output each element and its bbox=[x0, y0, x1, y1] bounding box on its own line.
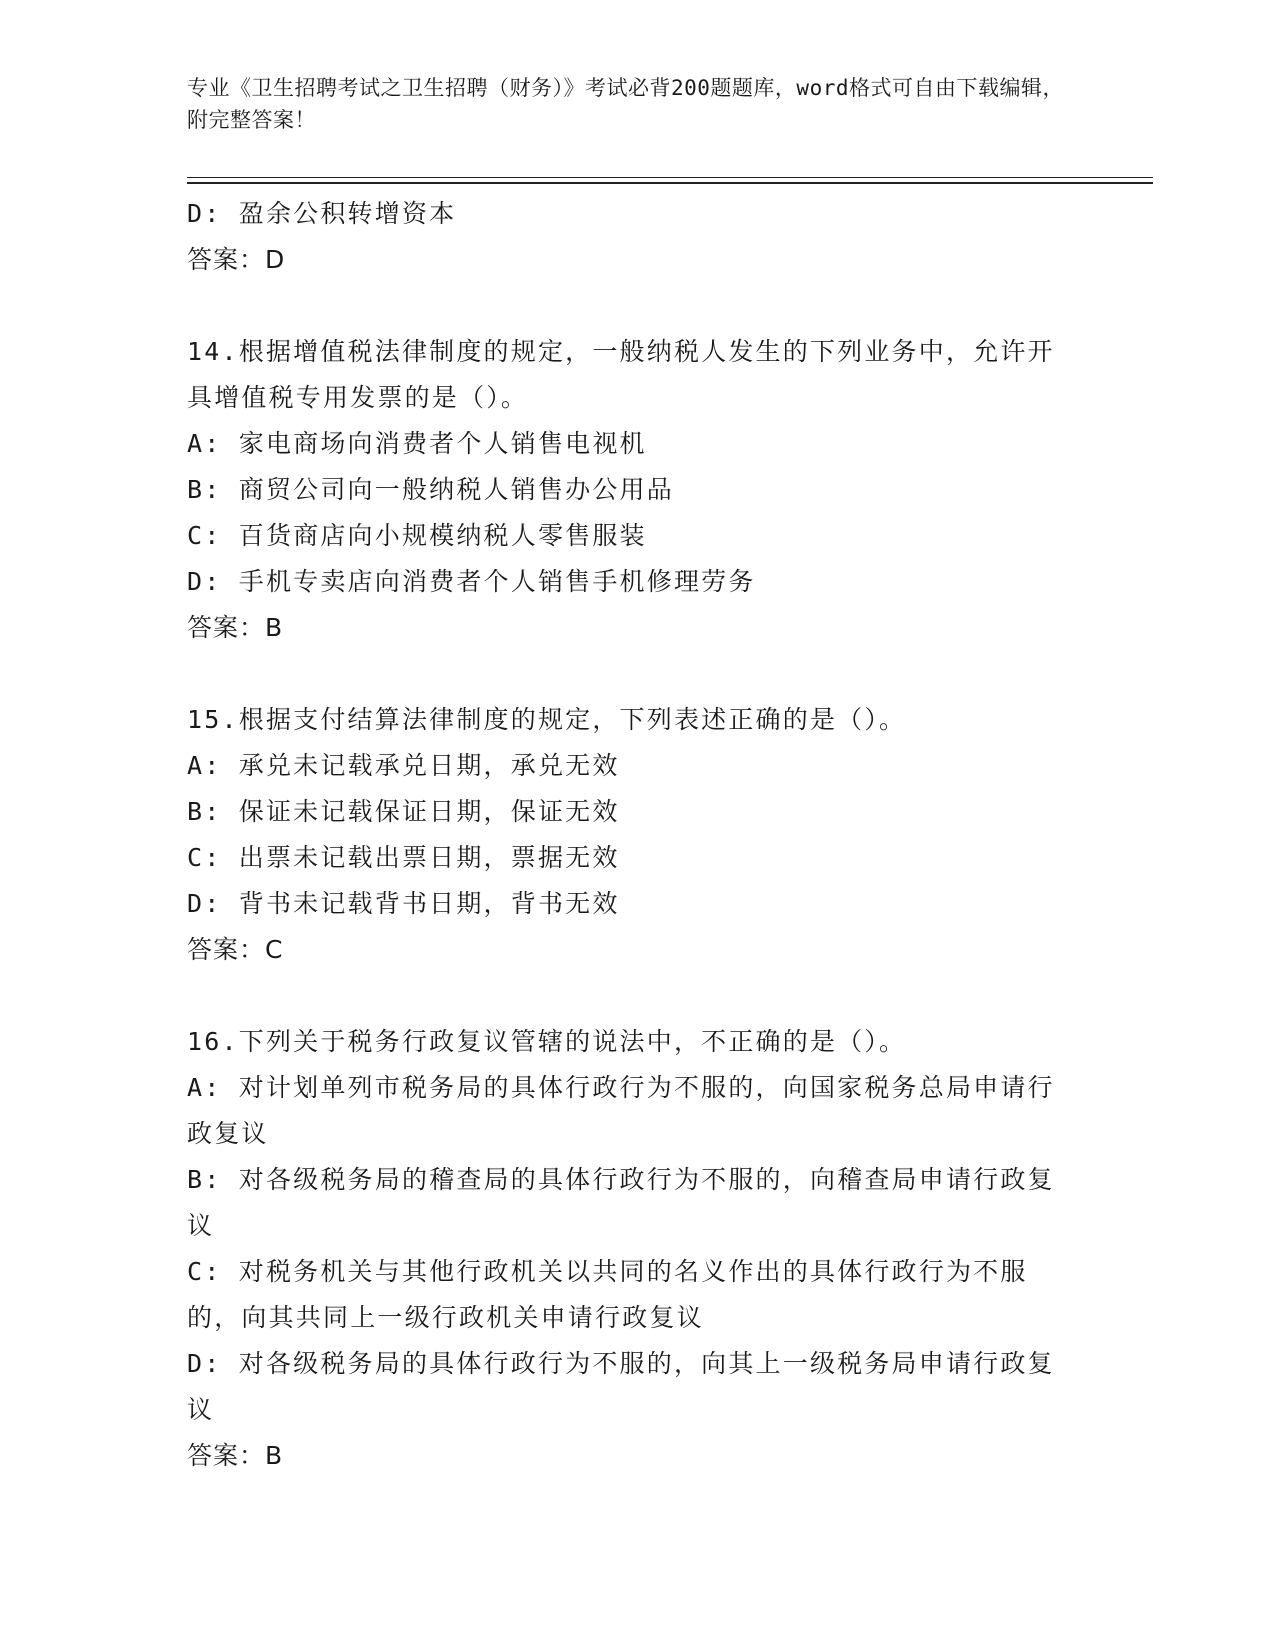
header-title: 专业《卫生招聘考试之卫生招聘（财务）》考试必背200题题库，word格式可自由下载编辑，附完整答案！ bbox=[187, 76, 1064, 132]
option-b: B: 保证未记载保证日期，保证无效 bbox=[187, 797, 620, 826]
question-stem: 16.下列关于税务行政复议管辖的说法中，不正确的是（）。 bbox=[187, 1027, 907, 1056]
answer: 答案：C bbox=[187, 935, 284, 964]
header-divider-thin bbox=[187, 177, 1153, 178]
question-stem: 14.根据增值税法律制度的规定，一般纳税人发生的下列业务中，允许开具增值税专用发票的是（）。 bbox=[187, 337, 1055, 412]
question-14 bbox=[187, 329, 1067, 651]
option-d: D: 背书未记载背书日期，背书无效 bbox=[187, 889, 620, 918]
question-stem: 15.根据支付结算法律制度的规定，下列表述正确的是（）。 bbox=[187, 705, 907, 734]
question-16 bbox=[187, 1019, 1067, 1479]
option-a: A: 对计划单列市税务局的具体行政行为不服的，向国家税务总局申请行政复议 bbox=[187, 1073, 1055, 1148]
question-15 bbox=[187, 697, 1067, 973]
header-divider-thick bbox=[187, 182, 1153, 184]
answer: 答案：B bbox=[187, 613, 284, 642]
option-a: A: 承兑未记载承兑日期，承兑无效 bbox=[187, 751, 620, 780]
option-c: C: 百货商店向小规模纳税人零售服装 bbox=[187, 521, 647, 550]
option-d: D: 对各级税务局的具体行政行为不服的，向其上一级税务局申请行政复议 bbox=[187, 1349, 1055, 1424]
option-c: C: 对税务机关与其他行政机关以共同的名义作出的具体行政行为不服的，向其共同上一级行政机关申请行政复议 bbox=[187, 1257, 1028, 1332]
continued-answer: 答案：D bbox=[187, 245, 286, 274]
option-b: B: 商贸公司向一般纳税人销售办公用品 bbox=[187, 475, 674, 504]
option-c: C: 出票未记载出票日期，票据无效 bbox=[187, 843, 620, 872]
continued-option-d: D: 盈余公积转增资本 bbox=[187, 199, 457, 228]
option-a: A: 家电商场向消费者个人销售电视机 bbox=[187, 429, 647, 458]
option-d: D: 手机专卖店向消费者个人销售手机修理劳务 bbox=[187, 567, 756, 596]
document-header bbox=[187, 72, 1067, 136]
option-b: B: 对各级税务局的稽查局的具体行政行为不服的，向稽查局申请行政复议 bbox=[187, 1165, 1055, 1240]
answer: 答案：B bbox=[187, 1441, 284, 1470]
question-list bbox=[187, 191, 1067, 1479]
